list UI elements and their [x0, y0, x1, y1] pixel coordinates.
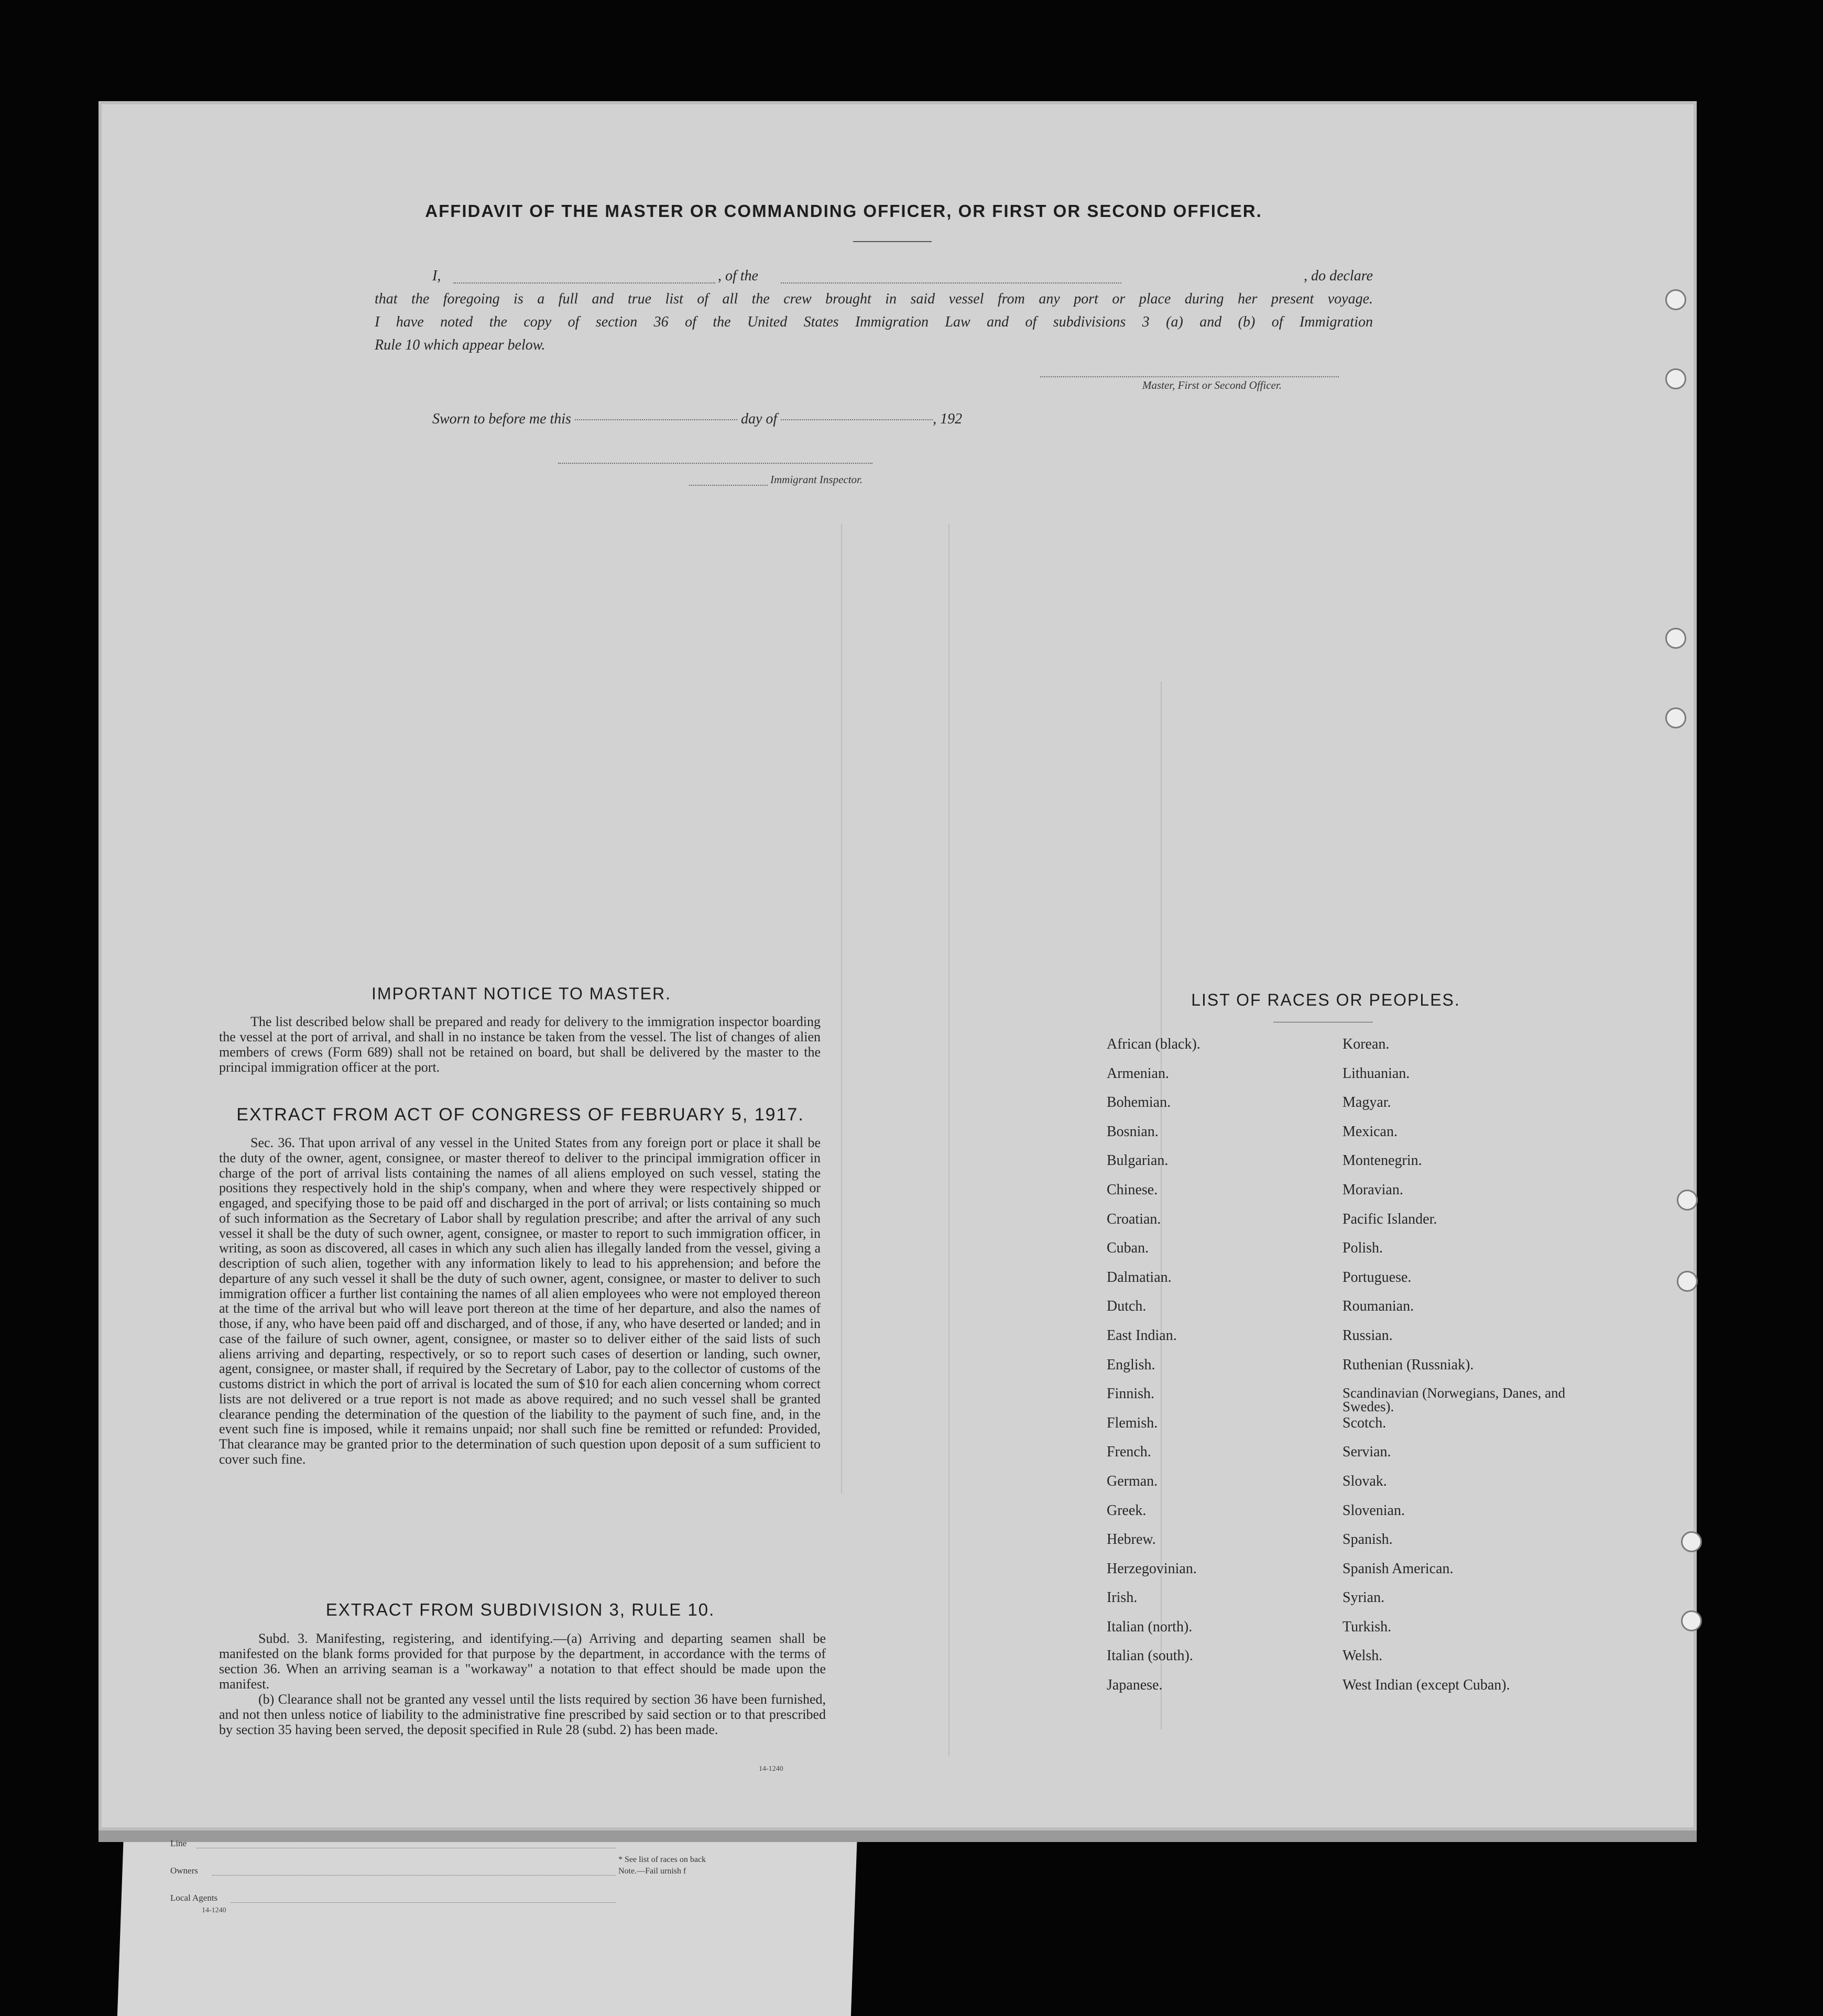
affidavit-title: AFFIDAVIT OF THE MASTER OR COMMANDING OFFICER, OR FIRST OR SECOND OFFICER. [425, 201, 1262, 221]
punch-hole [1681, 1610, 1702, 1631]
race-item: Russian. [1342, 1327, 1393, 1344]
race-item: Portuguese. [1342, 1269, 1412, 1285]
rule-heading: EXTRACT FROM SUBDIVISION 3, RULE 10. [325, 1600, 715, 1619]
race-item: German. [1107, 1473, 1158, 1489]
sworn-line [432, 411, 962, 428]
under-owners-field [212, 1875, 616, 1876]
decl-line4: Rule 10 which appear below. [375, 337, 545, 353]
races-right-column [1342, 1037, 1578, 1707]
race-item: East Indian. [1107, 1327, 1177, 1344]
race-item: Ruthenian (Russniak). [1342, 1356, 1474, 1373]
decl-line3: I have noted the copy of section 36 of the United States Immigration Law and of subdivisions 3 (a) and (b) of Immigration [375, 314, 1373, 330]
punch-hole [1665, 289, 1686, 310]
act-text [219, 1136, 821, 1467]
punch-hole [1677, 1190, 1698, 1211]
rule-subd-a: Subd. 3. Manifesting, registering, and identifying.—(a) Arriving and departing seamen shall be manifested on the blank forms provided for that purpose by the department, in accordance with the terms of section 36. When an arriving seaman is a "workaway" a notation to that effect should be made upon the manifest. [219, 1631, 826, 1692]
race-item: Syrian. [1342, 1589, 1385, 1606]
race-item: Scandinavian (Norwegians, Danes, and Swedes). [1342, 1385, 1566, 1415]
inspector-label-leader [689, 485, 768, 486]
under-agents-field [231, 1902, 616, 1903]
signature-line[interactable] [1040, 376, 1339, 377]
form-number: 14-1240 [759, 1765, 783, 1773]
race-item: Irish. [1107, 1589, 1138, 1606]
race-item: Turkish. [1342, 1618, 1392, 1635]
race-item: English. [1107, 1356, 1155, 1373]
under-line-label: Line [170, 1838, 187, 1848]
punch-hole [1677, 1271, 1698, 1292]
notice-text [219, 1014, 821, 1075]
decl-line2: that the foregoing is a full and true list of all the crew brought in said vessel from any port or place during her present voyage. [375, 291, 1373, 307]
race-item: Cuban. [1107, 1240, 1149, 1257]
act-paragraph: Sec. 36. That upon arrival of any vessel in the United States from any foreign port or place it shall be the duty of the owner, agent, consignee, or master thereof to deliver to the principal immigration officer in charge of the port of arrival lists containing the names of all aliens employed on such vessel, stating the positions they respectively hold in the ship's company, when and where they were respectively shipped or engaged, and specifying those to be paid off and discharged in the port of arrival; or lists containing so much of such information as the Secretary of Labor shall by regulation prescribe; and after the arrival of any such vessel it shall be the duty of such owner, agent, consignee, or master to report to such immigration officer, in writing, as soon as discovered, all cases in which any such alien has illegally landed from the vessel, giving a description of such alien, together with any information likely to lead to his apprehension; and before the departure of any such vessel it shall be the duty of such owner, agent, consignee, or master to deliver to such immigration officer a further list containing the names of all alien employees who were not employed thereon at the time of the arrival but who will leave port thereon at the time of her departure, and also the names of those, if any, who have been paid off and discharged, and of those, if any, who have deserted or landed; and in case of the failure of such owner, agent, consignee, or master so to deliver either of the said lists of such aliens arriving and departing, respectively, or so to report such cases of desertion or landing, such owner, agent, consignee, or master shall, if required by the Secretary of Labor, pay to the collector of customs of the customs district in which the port of arrival is located the sum of $10 for each alien concerning whom correct lists are not delivered or a true report is not made as above required; and no such vessel shall be granted clearance pending the determination of the question of the liability to the payment of such fine, and, in the event such fine is imposed, while it remains unpaid; nor shall such fine be remitted or refunded: Provided, That clearance may be granted prior to the determination of such question upon deposit of a sum sufficient to cover such fine. [219, 1135, 821, 1467]
inspector-label: Immigrant Inspector. [770, 473, 863, 486]
race-item: Korean. [1342, 1036, 1390, 1052]
race-item: Lithuanian. [1342, 1065, 1410, 1082]
sworn-prefix: Sworn to before me this [432, 411, 571, 427]
race-item: Dutch. [1107, 1298, 1147, 1315]
declaration-block [375, 265, 1373, 357]
notice-heading: IMPORTANT NOTICE TO MASTER. [372, 984, 671, 1003]
under-note-line2: Note.—Fail urnish f [618, 1867, 686, 1876]
race-item: Magyar. [1342, 1094, 1391, 1111]
vessel-name-field[interactable] [781, 282, 1121, 284]
rule-text [219, 1631, 826, 1737]
race-item: Welsh. [1342, 1648, 1383, 1664]
decl-of-the: , of the [718, 268, 758, 284]
race-item: Greek. [1107, 1502, 1147, 1519]
under-note-line1: * See list of races on back [618, 1855, 706, 1864]
race-item: West Indian (except Cuban). [1342, 1677, 1510, 1694]
race-item: Slovenian. [1342, 1502, 1405, 1519]
race-item: Italian (north). [1107, 1618, 1193, 1635]
sheet-bottom-edge [99, 1830, 1697, 1842]
inspector-signature-line[interactable] [558, 463, 872, 464]
race-item: Japanese. [1107, 1677, 1163, 1694]
sworn-day-of: day of [740, 411, 778, 427]
race-item: Croatian. [1107, 1211, 1161, 1227]
decl-i: I, [432, 268, 441, 284]
race-item: Flemish. [1107, 1414, 1158, 1431]
rule-subd-b: (b) Clearance shall not be granted any vessel until the lists required by section 36 have been furnished, and not then unless notice of liability to the administrative fine prescribed by said section or to that prescribed by section 35 having been served, the deposit specified in Rule 28 (subd. 2) has been made. [219, 1692, 826, 1737]
races-left-column [1107, 1037, 1316, 1707]
race-item: Italian (south). [1107, 1648, 1193, 1664]
race-item: Bulgarian. [1107, 1152, 1169, 1169]
sworn-day-field[interactable] [575, 419, 737, 420]
race-item: Montenegrin. [1342, 1152, 1422, 1169]
under-owners-label: Owners [170, 1866, 198, 1876]
race-item: Bohemian. [1107, 1094, 1171, 1111]
race-item: Slovak. [1342, 1473, 1387, 1489]
master-name-field[interactable] [453, 282, 715, 284]
act-heading: EXTRACT FROM ACT OF CONGRESS OF FEBRUARY 5, 1917. [236, 1105, 804, 1125]
race-item: Finnish. [1107, 1386, 1155, 1402]
signature-label: Master, First or Second Officer. [1142, 379, 1282, 391]
race-item: Dalmatian. [1107, 1269, 1172, 1285]
race-item: Chinese. [1107, 1181, 1158, 1198]
title-rule [853, 241, 932, 242]
sworn-month-field[interactable] [781, 419, 933, 420]
race-item: Polish. [1342, 1240, 1383, 1257]
race-item: African (black). [1107, 1036, 1200, 1052]
under-form-number: 14-1240 [202, 1906, 226, 1914]
bleed-through-line [841, 524, 842, 1494]
race-item: Herzegovinian. [1107, 1560, 1197, 1577]
race-item: Armenian. [1107, 1065, 1169, 1082]
race-item: Bosnian. [1107, 1123, 1159, 1140]
punch-hole [1665, 628, 1686, 649]
races-heading: LIST OF RACES OR PEOPLES. [1191, 990, 1460, 1009]
race-item: Scotch. [1342, 1414, 1387, 1431]
under-agents-label: Local Agents [170, 1893, 218, 1903]
sworn-year: , 192 [933, 411, 963, 427]
under-note [618, 1854, 838, 1877]
bleed-through-line [948, 524, 949, 1756]
punch-hole [1665, 368, 1686, 389]
race-item: Servian. [1342, 1444, 1391, 1461]
race-item: Hebrew. [1107, 1531, 1156, 1548]
race-item: French. [1107, 1444, 1151, 1461]
notice-paragraph: The list described below shall be prepared and ready for delivery to the immigration inspector boarding the vessel at the port of arrival, and shall in no instance be taken from the vessel. The list of changes of alien members of crews (Form 689) shall not be retained on board, but shall be delivered by the master to the principal immigration officer at the port. [219, 1014, 821, 1075]
punch-hole [1681, 1531, 1702, 1552]
punch-hole [1665, 707, 1686, 728]
race-item: Moravian. [1342, 1181, 1403, 1198]
race-item: Mexican. [1342, 1123, 1398, 1140]
race-item: Pacific Islander. [1342, 1211, 1437, 1227]
race-item: Spanish. [1342, 1531, 1393, 1548]
decl-do-declare: , do declare [1304, 268, 1373, 284]
race-item: Spanish American. [1342, 1560, 1454, 1577]
race-item: Roumanian. [1342, 1298, 1414, 1315]
